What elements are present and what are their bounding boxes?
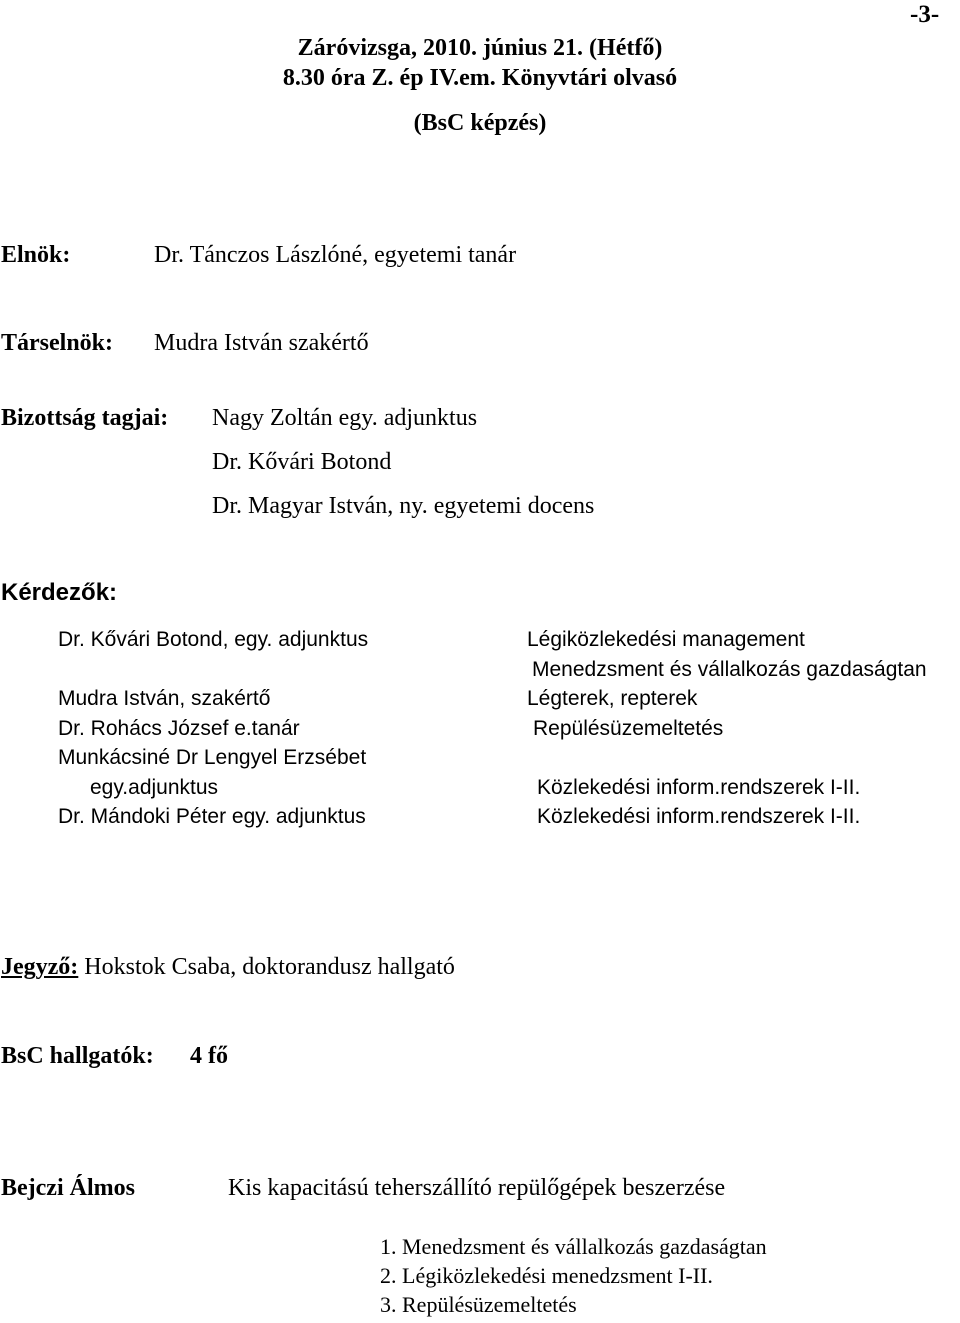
members-label: Bizottság tagjai: [1,405,169,431]
header-line-program: (BsC képzés) [413,110,547,136]
secretary-value: Hokstok Csaba, doktorandusz hallgató [78,954,455,980]
chair-label: Elnök: [1,242,71,268]
topic-item: 1. Menedzsment és vállalkozás gazdaságtan [380,1234,767,1259]
examiner-subject: Légiközlekedési management [527,628,805,651]
member-item: Dr. Magyar István, ny. egyetemi docens [212,493,595,519]
students-count: 4 fő [190,1043,228,1069]
examiner-name: Mudra István, szakértő [58,687,271,710]
students-label: BsC hallgatók: [1,1043,154,1069]
member-item: Dr. Kővári Botond [212,449,392,475]
secretary-label: Jegyző: [1,954,79,980]
topic-item: 2. Légiközlekedési menedzsment I-II. [380,1263,713,1288]
vice-chair-label: Társelnök: [1,330,114,356]
header-line-location: 8.30 óra Z. ép IV.em. Könyvtári olvasó [282,65,678,91]
chair-value: Dr. Tánczos Lászlóné, egyetemi tanár [154,242,517,268]
page-number: -3- [910,1,940,28]
examiner-subject: Közlekedési inform.rendszerek I-II. [537,776,861,799]
examiner-subject: Légterek, repterek [527,687,698,710]
examiner-name: egy.adjunktus [90,776,219,799]
examiner-name: Dr. Rohács József e.tanár [58,717,300,740]
examiner-name: Dr. Kővári Botond, egy. adjunktus [58,628,369,651]
examiner-name: Dr. Mándoki Péter egy. adjunktus [58,805,366,828]
secretary-line [1,955,455,979]
topic-item: 3. Repülésüzemeltetés [380,1292,577,1317]
examiner-name: Munkácsiné Dr Lengyel Erzsébet [58,746,367,769]
header-line-date: Záróvizsga, 2010. június 21. (Hétfő) [297,35,663,61]
thesis-title: Kis kapacitású teherszállító repülőgépek beszerzése [228,1175,726,1201]
examiner-subject: Menedzsment és vállalkozás gazdaságtan [532,658,927,681]
examiners-label: Kérdezők: [1,579,118,606]
student-name: Bejczi Álmos [1,1175,135,1201]
vice-chair-value: Mudra István szakértő [154,330,369,356]
member-item: Nagy Zoltán egy. adjunktus [212,405,478,431]
examiner-subject: Repülésüzemeltetés [533,717,724,740]
examiner-subject: Közlekedési inform.rendszerek I-II. [537,805,861,828]
